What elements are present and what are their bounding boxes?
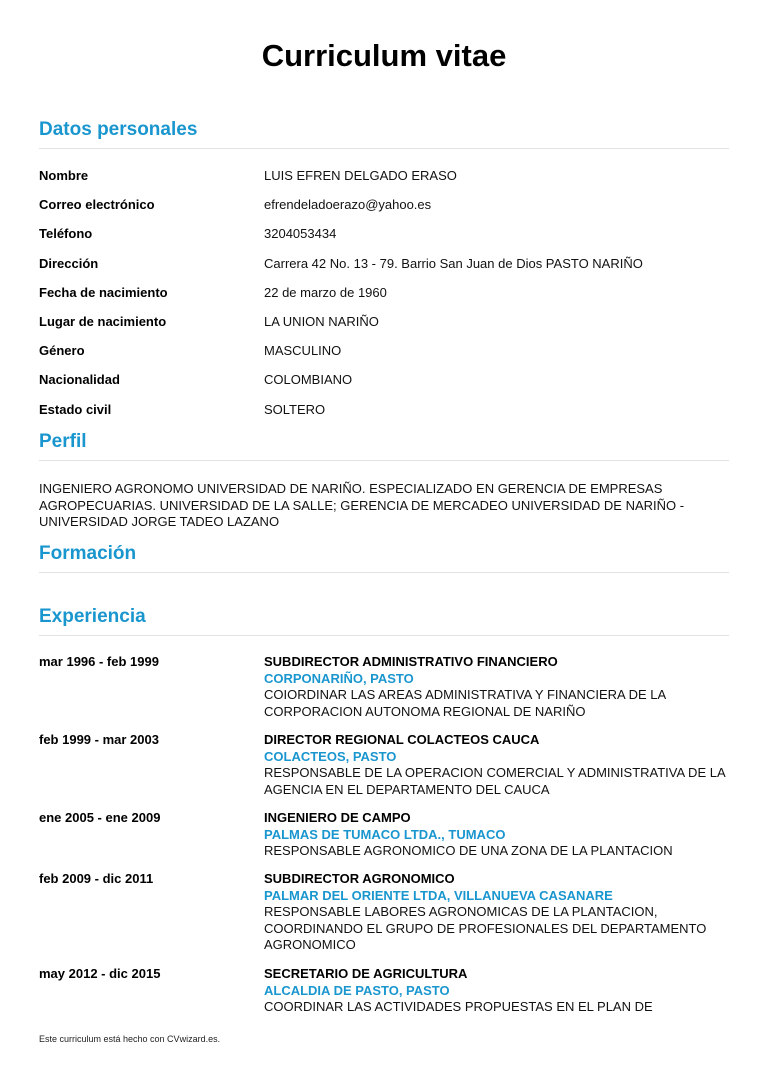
experience-organization: PALMAR DEL ORIENTE LTDA, VILLANUEVA CASANARE <box>264 887 613 903</box>
experience-organization: PALMAS DE TUMACO LTDA., TUMACO <box>264 826 506 842</box>
email-value: efrendeladoerazo@yahoo.es <box>264 197 432 212</box>
experience-role: SUBDIRECTOR ADMINISTRATIVO FINANCIERO <box>264 654 558 669</box>
section-heading-education: Formación <box>39 543 137 564</box>
section-divider <box>39 635 729 636</box>
field-value: MASCULINO <box>264 343 342 358</box>
profile-text: INGENIERO AGRONOMO UNIVERSIDAD DE NARIÑO. ESPECIALIZADO EN GERENCIA DE EMPRESAS AGROPECUARIAS. UNIVERSIDAD DE LA SALLE; GERENCIA DE MERCADEO UNIVERSIDAD DE NARIÑO - UNIVERSIDAD JORGE TADEO LAZANO <box>39 481 685 529</box>
field-label: Estado civil <box>39 402 112 417</box>
experience-description: RESPONSABLE AGRONOMICO DE UNA ZONA DE LA PLANTACION <box>264 843 673 858</box>
field-value: COLOMBIANO <box>264 372 353 387</box>
field-label: Dirección <box>39 256 99 271</box>
experience-description: RESPONSABLE LABORES AGRONOMICAS DE LA PLANTACION, COORDINANDO EL GRUPO DE PROFESIONALES DEL DEPARTAMENTO AGRONOMICO <box>264 904 707 952</box>
experience-dates: may 2012 - dic 2015 <box>39 966 161 981</box>
footer-note: Este curriculum está hecho con CVwizard.es. <box>39 1034 221 1044</box>
section-divider <box>39 148 729 149</box>
document-title: Curriculum vitae <box>261 38 507 73</box>
experience-role: DIRECTOR REGIONAL COLACTEOS CAUCA <box>264 732 540 747</box>
field-label: Fecha de nacimiento <box>39 285 168 300</box>
field-value: Carrera 42 No. 13 - 79. Barrio San Juan de Dios PASTO NARIÑO <box>264 256 643 271</box>
field-label: Teléfono <box>39 226 93 241</box>
field-value: 22 de marzo de 1960 <box>264 285 387 300</box>
section-heading-experience: Experiencia <box>39 606 146 627</box>
section-heading-profile: Perfil <box>39 431 87 452</box>
experience-dates: feb 1999 - mar 2003 <box>39 732 159 747</box>
section-heading-personal: Datos personales <box>39 119 198 140</box>
experience-dates: mar 1996 - feb 1999 <box>39 654 159 669</box>
section-divider <box>39 460 729 461</box>
field-value: LA UNION NARIÑO <box>264 314 379 329</box>
experience-description: COIORDINAR LAS AREAS ADMINISTRATIVA Y FINANCIERA DE LA CORPORACION AUTONOMA REGIONAL DE NARIÑO <box>264 687 666 719</box>
experience-description: COORDINAR LAS ACTIVIDADES PROPUESTAS EN EL PLAN DE <box>264 999 653 1014</box>
field-label: Nombre <box>39 168 89 183</box>
field-label: Lugar de nacimiento <box>39 314 167 329</box>
experience-organization: CORPONARIÑO, PASTO <box>264 670 414 686</box>
phone-value: 3204053434 <box>264 226 337 241</box>
experience-organization: ALCALDIA DE PASTO, PASTO <box>264 982 450 998</box>
experience-role: INGENIERO DE CAMPO <box>264 810 411 825</box>
field-label: Correo electrónico <box>39 197 155 212</box>
field-label: Nacionalidad <box>39 372 120 387</box>
experience-role: SECRETARIO DE AGRICULTURA <box>264 966 468 981</box>
field-value: SOLTERO <box>264 402 326 417</box>
field-label: Género <box>39 343 85 358</box>
section-divider <box>39 572 729 573</box>
experience-dates: ene 2005 - ene 2009 <box>39 810 161 825</box>
experience-role: SUBDIRECTOR AGRONOMICO <box>264 871 455 886</box>
experience-description: RESPONSABLE DE LA OPERACION COMERCIAL Y ADMINISTRATIVA DE LA AGENCIA EN EL DEPARTAMENTO DEL CAUCA <box>264 765 725 797</box>
experience-organization: COLACTEOS, PASTO <box>264 748 397 764</box>
experience-dates: feb 2009 - dic 2011 <box>39 871 154 886</box>
field-value: LUIS EFREN DELGADO ERASO <box>264 168 457 183</box>
